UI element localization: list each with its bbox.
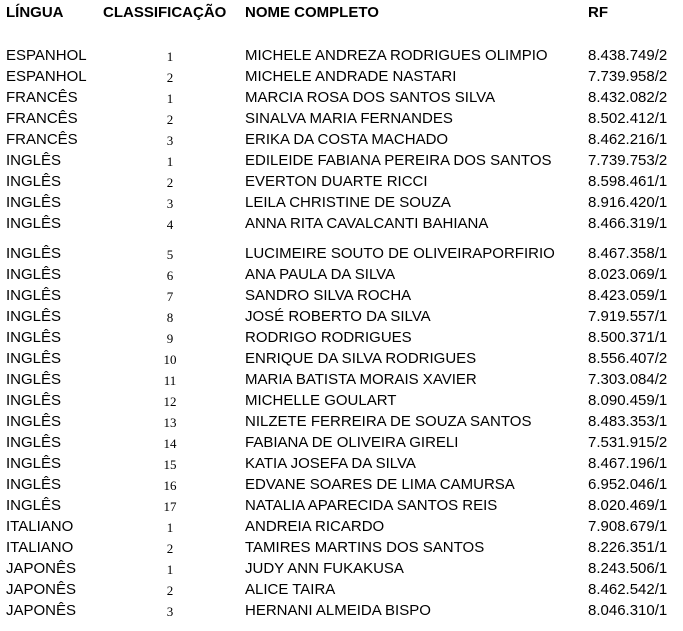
- header-lingua: LÍNGUA: [6, 4, 64, 21]
- table-row: [0, 432, 683, 453]
- cell-nome-completo: JOSÉ ROBERTO DA SILVA: [245, 308, 431, 325]
- cell-lingua: ESPANHOL: [6, 47, 87, 64]
- cell-lingua: INGLÊS: [6, 350, 62, 367]
- table-row: [0, 411, 683, 432]
- cell-nome-completo: ERIKA DA COSTA MACHADO: [245, 131, 449, 148]
- cell-rf: 7.739.753/2: [588, 152, 668, 169]
- table-row: [0, 579, 683, 600]
- cell-rf: 8.462.216/1: [588, 131, 668, 148]
- cell-lingua: INGLÊS: [6, 308, 62, 325]
- cell-rf: 8.483.353/1: [588, 413, 668, 430]
- cell-lingua: ESPANHOL: [6, 68, 87, 85]
- cell-lingua: FRANCÊS: [6, 110, 78, 127]
- cell-lingua: INGLÊS: [6, 392, 62, 409]
- cell-classificacao: 14: [163, 436, 177, 451]
- cell-lingua: INGLÊS: [6, 245, 62, 262]
- cell-classificacao: 13: [163, 415, 177, 430]
- header-nome-completo: NOME COMPLETO: [245, 4, 379, 21]
- cell-nome-completo: ALICE TAIRA: [245, 581, 336, 598]
- cell-nome-completo: ANA PAULA DA SILVA: [245, 266, 396, 283]
- cell-nome-completo: LEILA CHRISTINE DE SOUZA: [245, 194, 451, 211]
- cell-rf: 8.500.371/1: [588, 329, 668, 346]
- cell-rf: 7.739.958/2: [588, 68, 668, 85]
- cell-classificacao: 7: [166, 289, 174, 304]
- table-row: [0, 537, 683, 558]
- cell-nome-completo: MARCIA ROSA DOS SANTOS SILVA: [245, 89, 496, 106]
- cell-lingua: INGLÊS: [6, 266, 62, 283]
- cell-classificacao: 2: [166, 541, 174, 556]
- cell-nome-completo: HERNANI ALMEIDA BISPO: [245, 602, 431, 619]
- table-row: [0, 369, 683, 390]
- cell-lingua: INGLÊS: [6, 329, 62, 346]
- cell-rf: 6.952.046/1: [588, 476, 668, 493]
- table-row: [0, 192, 683, 213]
- cell-classificacao: 3: [166, 133, 174, 148]
- cell-lingua: INGLÊS: [6, 215, 62, 232]
- cell-classificacao: 6: [166, 268, 174, 283]
- cell-nome-completo: EDILEIDE FABIANA PEREIRA DOS SANTOS: [245, 152, 552, 169]
- cell-lingua: FRANCÊS: [6, 89, 78, 106]
- cell-classificacao: 3: [166, 196, 174, 211]
- cell-nome-completo: NATALIA APARECIDA SANTOS REIS: [245, 497, 498, 514]
- cell-lingua: INGLÊS: [6, 434, 62, 451]
- cell-rf: 8.462.542/1: [588, 581, 668, 598]
- table-row: [0, 264, 683, 285]
- table-row: [0, 285, 683, 306]
- cell-rf: 8.467.358/1: [588, 245, 668, 262]
- cell-lingua: INGLÊS: [6, 173, 62, 190]
- cell-rf: 8.090.459/1: [588, 392, 668, 409]
- table-row: [0, 150, 683, 171]
- cell-rf: 8.046.310/1: [588, 602, 668, 619]
- cell-rf: 8.467.196/1: [588, 455, 668, 472]
- cell-nome-completo: FABIANA DE OLIVEIRA GIRELI: [245, 434, 459, 451]
- table-row: [0, 243, 683, 264]
- table-row: [0, 213, 683, 234]
- table-row: [0, 516, 683, 537]
- cell-lingua: INGLÊS: [6, 287, 62, 304]
- cell-classificacao: 2: [166, 175, 174, 190]
- cell-lingua: INGLÊS: [6, 152, 62, 169]
- cell-lingua: INGLÊS: [6, 497, 62, 514]
- table-row: [0, 306, 683, 327]
- cell-classificacao: 12: [163, 394, 177, 409]
- cell-lingua: ITALIANO: [6, 539, 74, 556]
- cell-classificacao: 2: [166, 583, 174, 598]
- cell-rf: 8.466.319/1: [588, 215, 668, 232]
- cell-rf: 8.598.461/1: [588, 173, 668, 190]
- cell-nome-completo: MICHELE ANDREZA RODRIGUES OLIMPIO: [245, 47, 548, 64]
- table-row: [0, 348, 683, 369]
- cell-nome-completo: MARIA BATISTA MORAIS XAVIER: [245, 371, 477, 388]
- table-row: [0, 45, 683, 66]
- table-row: [0, 87, 683, 108]
- cell-nome-completo: MICHELLE GOULART: [245, 392, 397, 409]
- cell-nome-completo: JUDY ANN FUKAKUSA: [245, 560, 404, 577]
- cell-nome-completo: ANNA RITA CAVALCANTI BAHIANA: [245, 215, 489, 232]
- cell-nome-completo: RODRIGO RODRIGUES: [245, 329, 412, 346]
- cell-classificacao: 3: [166, 604, 174, 619]
- cell-lingua: JAPONÊS: [6, 581, 77, 598]
- table-row: [0, 108, 683, 129]
- table-row: [0, 129, 683, 150]
- cell-rf: 8.243.506/1: [588, 560, 668, 577]
- cell-lingua: FRANCÊS: [6, 131, 78, 148]
- cell-nome-completo: SINALVA MARIA FERNANDES: [245, 110, 453, 127]
- cell-classificacao: 8: [166, 310, 174, 325]
- cell-rf: 8.020.469/1: [588, 497, 668, 514]
- cell-lingua: INGLÊS: [6, 194, 62, 211]
- cell-classificacao: 16: [163, 478, 177, 493]
- cell-nome-completo: SANDRO SILVA ROCHA: [245, 287, 412, 304]
- cell-lingua: JAPONÊS: [6, 560, 77, 577]
- cell-lingua: INGLÊS: [6, 455, 62, 472]
- cell-rf: 8.438.749/2: [588, 47, 668, 64]
- table-header: [0, 0, 683, 26]
- cell-nome-completo: KATIA JOSEFA DA SILVA: [245, 455, 416, 472]
- cell-nome-completo: NILZETE FERREIRA DE SOUZA SANTOS: [245, 413, 532, 430]
- cell-classificacao: 2: [166, 112, 174, 127]
- cell-classificacao: 1: [166, 154, 174, 169]
- table-row: [0, 171, 683, 192]
- cell-rf: 8.023.069/1: [588, 266, 668, 283]
- cell-nome-completo: ENRIQUE DA SILVA RODRIGUES: [245, 350, 477, 367]
- cell-lingua: INGLÊS: [6, 413, 62, 430]
- cell-classificacao: 2: [166, 70, 174, 85]
- cell-rf: 7.908.679/1: [588, 518, 668, 535]
- cell-classificacao: 17: [163, 499, 177, 514]
- cell-rf: 7.303.084/2: [588, 371, 668, 388]
- table-row: [0, 558, 683, 579]
- table-row: [0, 327, 683, 348]
- cell-classificacao: 9: [166, 331, 174, 346]
- cell-rf: 8.916.420/1: [588, 194, 668, 211]
- cell-classificacao: 5: [166, 247, 174, 262]
- cell-classificacao: 1: [166, 91, 174, 106]
- table-row: [0, 600, 683, 621]
- cell-nome-completo: TAMIRES MARTINS DOS SANTOS: [245, 539, 485, 556]
- cell-classificacao: 1: [166, 562, 174, 577]
- table-row: [0, 495, 683, 516]
- cell-classificacao: 15: [163, 457, 177, 472]
- cell-classificacao: 10: [163, 352, 177, 367]
- table-row: [0, 474, 683, 495]
- cell-classificacao: 4: [166, 217, 174, 232]
- cell-nome-completo: ANDREIA RICARDO: [245, 518, 385, 535]
- table-row: [0, 390, 683, 411]
- cell-classificacao: 1: [166, 520, 174, 535]
- cell-rf: 8.423.059/1: [588, 287, 668, 304]
- cell-lingua: INGLÊS: [6, 476, 62, 493]
- header-rf: RF: [588, 4, 608, 21]
- cell-rf: 7.531.915/2: [588, 434, 668, 451]
- cell-rf: 8.502.412/1: [588, 110, 668, 127]
- cell-rf: 8.556.407/2: [588, 350, 668, 367]
- header-classificacao: CLASSIFICAÇÃO: [103, 4, 227, 21]
- cell-nome-completo: LUCIMEIRE SOUTO DE OLIVEIRAPORFIRIO: [245, 245, 555, 262]
- table-row: [0, 66, 683, 87]
- cell-nome-completo: MICHELE ANDRADE NASTARI: [245, 68, 457, 85]
- cell-classificacao: 11: [163, 373, 177, 388]
- cell-lingua: JAPONÊS: [6, 602, 77, 619]
- cell-rf: 8.432.082/2: [588, 89, 668, 106]
- cell-rf: 7.919.557/1: [588, 308, 668, 325]
- cell-nome-completo: EVERTON DUARTE RICCI: [245, 173, 428, 190]
- cell-lingua: INGLÊS: [6, 371, 62, 388]
- cell-lingua: ITALIANO: [6, 518, 74, 535]
- table-row: [0, 453, 683, 474]
- cell-classificacao: 1: [166, 49, 174, 64]
- cell-nome-completo: EDVANE SOARES DE LIMA CAMURSA: [245, 476, 515, 493]
- cell-rf: 8.226.351/1: [588, 539, 668, 556]
